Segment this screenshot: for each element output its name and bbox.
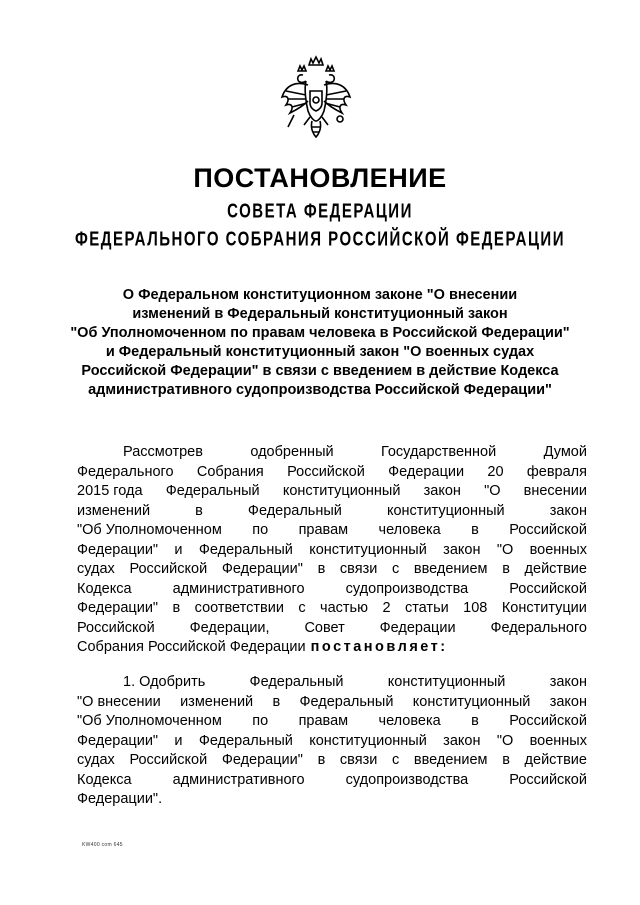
paragraph-line [77,619,587,639]
word: Российской [129,561,208,577]
word: Российской [509,713,587,729]
word: действие [524,561,587,577]
word: Кодекса [77,771,132,788]
word: Федерации, [189,619,270,636]
word: Государственной [380,444,497,460]
word: конституционный [412,693,531,710]
paragraph-resolution-item-1 [77,673,587,810]
word: с [391,561,400,577]
paragraph-line [77,502,587,522]
word: 1. Одобрить [123,674,206,690]
word: закон [423,483,461,499]
word: Российской [509,771,587,788]
word: внесении [523,483,587,499]
coat-of-arms-icon [278,55,354,141]
document-heading [0,286,640,400]
word: статьи [404,600,449,616]
word: конституционный [282,483,401,499]
word: "Об Уполномоченном [77,522,222,538]
word: в [317,561,326,577]
word: "О [496,732,514,749]
word: изменений [77,502,151,519]
word: "О внесении [77,693,161,710]
word: Федерального [490,619,587,636]
word: закон [549,502,587,519]
decision-keyword: постановляет: [310,639,448,655]
word: военных [529,541,587,558]
word: военных [529,732,587,749]
word: в [272,693,281,710]
paragraph-line [77,638,587,658]
word: в [195,502,203,519]
word: одобренный [250,444,334,460]
word: конституционный [387,674,506,690]
word: соответствии [194,600,284,616]
word: конституционный [309,732,427,749]
word: человека [378,713,441,729]
heading-line: и Федеральный конституционный закон "О военных судах [105,344,535,360]
word: Федеральный [299,693,394,710]
word: 2015 года [77,483,143,499]
heading-line: "Об Уполномоченном по правам человека в Российской Федерации" [70,325,570,341]
paragraph-line [77,599,587,619]
word: действие [524,752,587,768]
word: Федерации" [221,561,303,577]
word: по [252,713,269,729]
word: введением [413,752,488,768]
word: Федерации [379,619,456,636]
word: с [298,600,306,616]
document-title: ПОСТАНОВЛЕНИЕ [193,163,447,193]
word: с [391,752,400,768]
word: Федеральный [247,502,342,519]
word: Федеральный [198,541,293,558]
paragraph-line [77,482,587,502]
word: закон [549,693,587,710]
word: Российской [509,580,587,597]
footer-code: KW400 com 645 [82,842,123,848]
paragraph-text: Федерации". [77,791,163,807]
heading-line: изменений в Федеральный конституционный закон [132,306,508,322]
paragraph-line [77,521,587,541]
word: судопроизводства [345,580,469,597]
word: Конституции [501,600,587,616]
word: по [252,522,269,538]
document-subtitle-council: СОВЕТА ФЕДЕРАЦИИ [227,199,413,223]
word: Федерации" [77,600,159,616]
word: связи [339,561,378,577]
word: Федерации [388,463,465,480]
word: конституционный [309,541,427,558]
paragraph-line [77,443,587,463]
paragraph-line [77,463,587,483]
word: конституционный [386,502,505,519]
word: человека [378,522,441,538]
word: Федеральный [249,674,344,690]
word: судах [77,752,115,768]
paragraph-line [77,771,587,791]
word: закон [443,541,481,558]
paragraph-text: Собрания Российской Федерации [77,639,306,655]
word: "Об Уполномоченном [77,713,222,729]
word: 108 [463,600,488,616]
paragraph-line [77,712,587,732]
word: в [471,713,479,729]
word: Собрания [196,463,264,480]
paragraph-line [77,790,587,810]
paragraph-line [77,693,587,713]
word: закон [443,732,481,749]
word: правам [298,522,349,538]
word: административного [172,771,305,788]
word: в [502,561,510,577]
word: введением [413,561,488,577]
paragraph-line [77,580,587,600]
word: февраля [526,463,587,480]
word: "О [496,541,514,558]
word: Федерации" [77,541,159,558]
word: закон [549,674,587,690]
word: и [174,732,183,749]
word: Федеральный [165,483,260,499]
word: связи [339,752,378,768]
word: в [317,752,326,768]
word: частью [320,600,368,616]
paragraph-line [77,541,587,561]
word: в [471,522,479,538]
word: Российской [77,619,155,636]
word: изменений [180,693,254,710]
heading-line: О Федеральном конституционном законе "О внесении [122,287,518,303]
word: административного [172,580,305,597]
heading-line: административного судопроизводства Российской Федерации" [88,382,552,398]
word: Российской [129,752,208,768]
word: в [172,600,181,616]
word: Совет [304,619,345,636]
document-subtitle-assembly: ФЕДЕРАЛЬНОГО СОБРАНИЯ РОССИЙСКОЙ ФЕДЕРАЦИИ [75,227,565,251]
word: Российской [287,463,365,480]
word: Федерации" [221,752,303,768]
word: Рассмотрев [123,444,203,460]
word: судопроизводства [345,771,469,788]
word: 2 [382,600,391,616]
word: 20 [487,463,504,480]
heading-line: Российской Федерации" в связи с введением в действие Кодекса [81,363,559,379]
paragraph-line [77,732,587,752]
word: Федерации" [77,732,159,749]
word: судах [77,561,115,577]
word: правам [298,713,349,729]
word: в [502,752,510,768]
word: "О [484,483,501,499]
word: Федеральный [198,732,293,749]
paragraph-line [77,751,587,771]
paragraph-line [77,560,587,580]
paragraph-line [77,673,587,693]
word: и [174,541,183,558]
word: Думой [543,444,587,460]
paragraph-preamble [77,443,587,658]
word: Кодекса [77,580,132,597]
word: Российской [509,522,587,538]
word: Федерального [77,463,174,480]
